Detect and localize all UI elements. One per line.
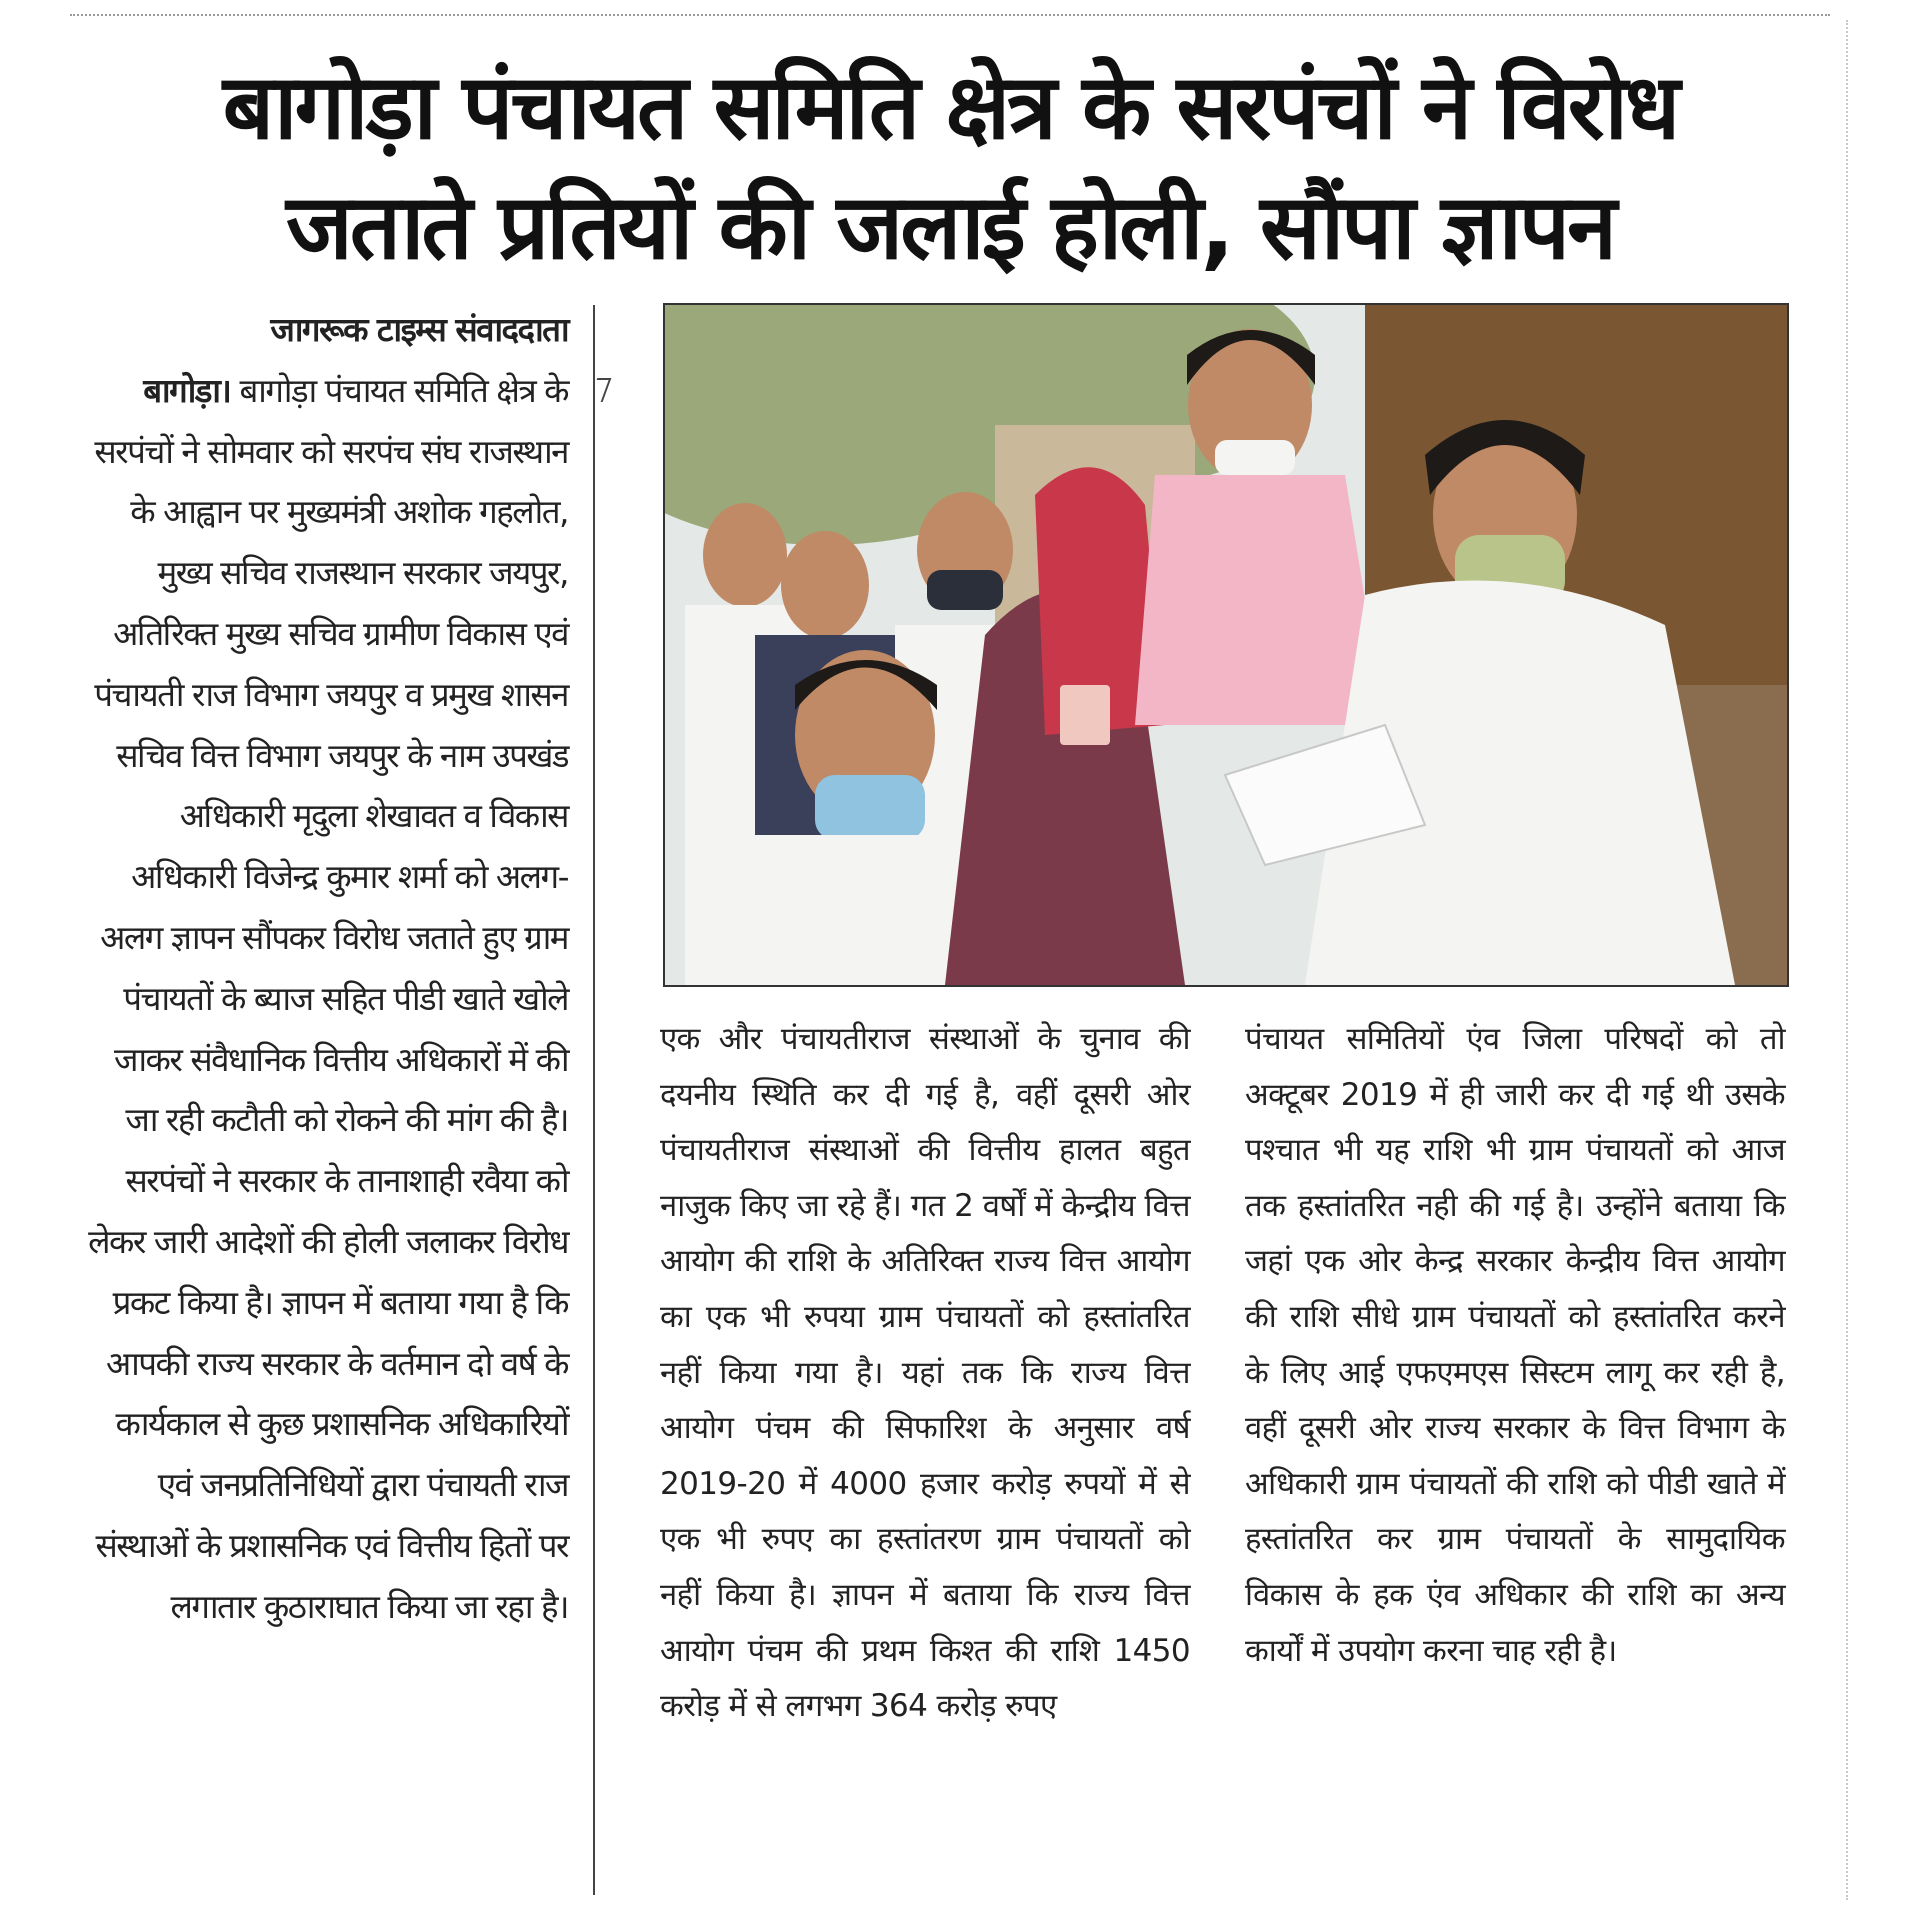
dateline: बागोड़ा। <box>143 370 231 410</box>
column-1-text <box>78 361 568 1638</box>
byline: जागरूक टाइम्स संवाददाता <box>270 310 568 349</box>
right-dotted-rule <box>1846 20 1848 1900</box>
article-column-2: एक और पंचायतीराज संस्थाओं के चुनाव की दयनीय स्थिति कर दी गई है, वहीं दूसरी ओर पंचायतीराज संस्थाओं की वित्तीय हालत बहुत नाजुक किए जा रहे हैं। गत 2 वर्षों में केन्द्रीय वित्त आयोग की राशि के अतिरिक्त राज्य वित्त आयोग का एक भी रुपया ग्राम पंचायतों को हस्तांतरित नहीं किया गया है। यहां तक कि राज्य वित्त आयोग पंचम की सिफारिश के अनुसार वर्ष 2019-20 में 4000 हजार करोड़ रुपयों में से एक भी रुपए का हस्तांतरण ग्राम पंचायतों को नहीं किया है। ज्ञापन में बताया कि राज्य वित्त आयोग पंचम की प्रथम किश्त की राशि 1450 करोड़ में से लगभग 364 करोड़ रुपए <box>660 1021 1190 1725</box>
photo-person-back-2-head <box>781 531 869 639</box>
headline-line-2: जताते प्रतियों की जलाई होली, सौंपा ज्ञापन <box>285 175 1615 280</box>
photo-man-pink-shirt <box>1135 475 1385 725</box>
photo-person-back-3-mask <box>927 570 1003 610</box>
column-divider <box>593 305 595 1895</box>
photo-illustration <box>665 305 1787 985</box>
headline <box>60 48 1840 288</box>
article-column-3: पंचायत समितियों एंव जिला परिषदों को तो अक्टूबर 2019 में ही जारी कर दी गई थी उसके पश्चात भी यह राशि भी ग्राम पंचायतों को आज तक हस्तांतरित नही की गई है। उन्होंने बताया कि जहां एक ओर केन्द्र सरकार केन्द्रीय वित्त आयोग की राशि सीधे ग्राम पंचायतों को हस्तांतरित करने के लिए आई एफएमएस सिस्टम लागू कर रही है, वहीं दूसरी ओर राज्य सरकार के वित्त विभाग के अधिकारी ग्राम पंचायतों की राशि को पीडी खाते में हस्तांतरित कर ग्राम पंचायतों के सामुदायिक विकास के हक एंव अधिकार की राशि का अन्य कार्यों में उपयोग करना चाह रही है। <box>1245 1021 1785 1669</box>
article-column-1 <box>78 300 568 1638</box>
headline-line-1: बागोड़ा पंचायत समिति क्षेत्र के सरपंचों ने विरोध <box>222 55 1678 160</box>
photo-man-front-mask <box>815 775 925 840</box>
column-1-body: बागोड़ा पंचायत समिति क्षेत्र के सरपंचों ने सोमवार को सरपंच संघ राजस्थान के आह्वान पर मुख्यमंत्री अशोक गहलोत, मुख्य सचिव राजस्थान सरकार जयपुर, अतिरिक्त मुख्य सचिव ग्रामीण विकास एवं पंचायती राज विभाग जयपुर व प्रमुख शासन सचिव वित्त विभाग जयपुर के नाम उपखंड अधिकारी मृदुला शेखावत व विकास अधिकारी विजेन्द्र कुमार शर्मा को अलग-अलग ज्ञापन सौंपकर विरोध जताते हुए ग्राम पंचायतों के ब्याज सहित पीडी खाते खोले जाकर संवैधानिक वित्तीय अधिकारों में की जा रही कटौती को रोकने की मांग की है। सरपंचों ने सरकार के तानाशाही रवैया को लेकर जारी आदेशों की होली जलाकर विरोध प्रकट किया है। ज्ञापन में बताया गया है कि आपकी राज्य सरकार के वर्तमान दो वर्ष के कार्यकाल से कुछ प्रशासनिक अधिकारियों एवं जनप्रतिनिधियों द्वारा पंचायती राज संस्थाओं के प्रशासनिक एवं वित्तीय हितों पर लगातार कुठाराघात किया जा रहा है। <box>88 370 568 1626</box>
news-photo <box>663 303 1789 987</box>
top-dotted-rule <box>70 14 1830 16</box>
photo-person-back-1-head <box>703 503 787 607</box>
photo-cup <box>1060 685 1110 745</box>
photo-man-pink-mask <box>1215 440 1295 475</box>
